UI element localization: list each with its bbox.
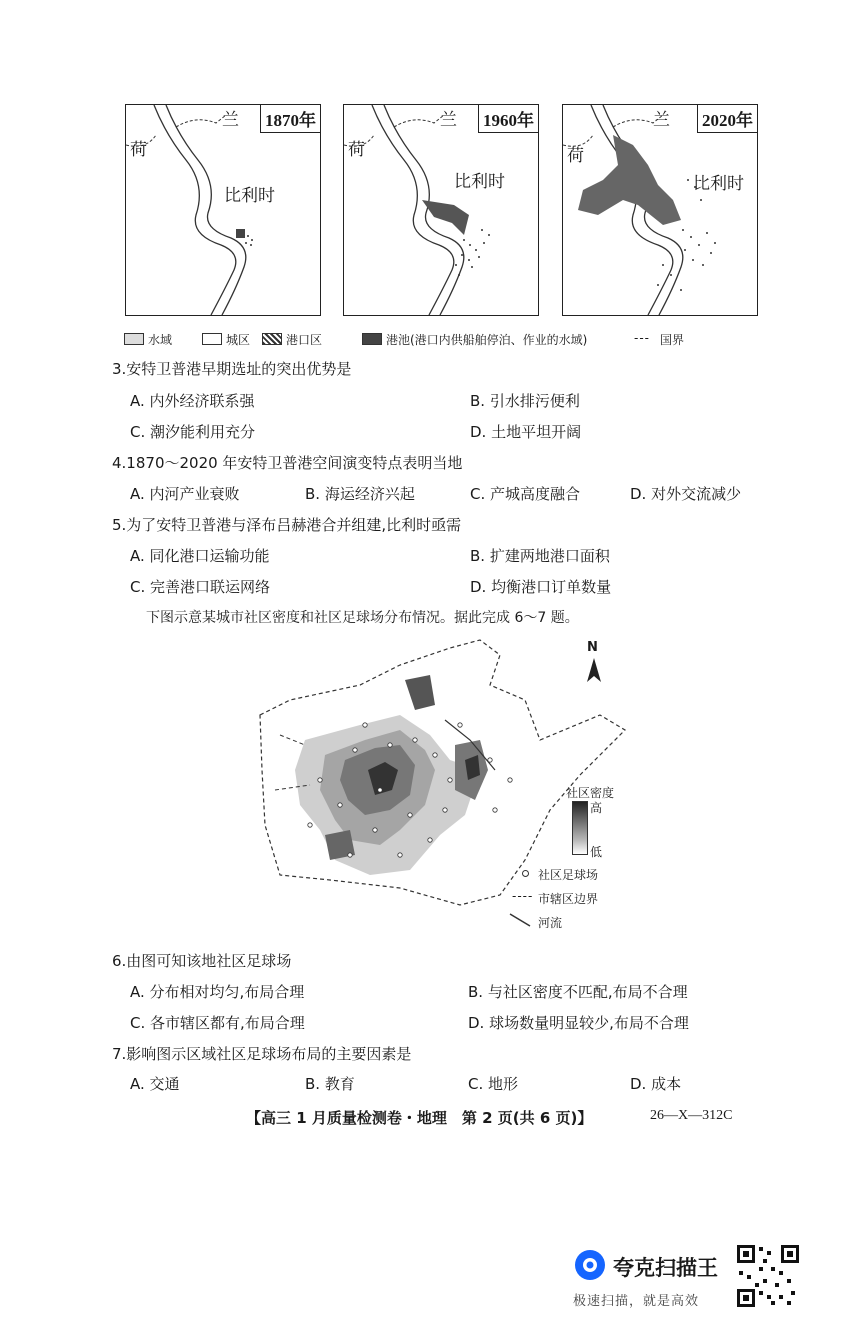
legend-admin-border: 市辖区边界 — [538, 892, 599, 906]
option: C. 地形 — [468, 1075, 519, 1093]
map-1870-svg — [126, 105, 320, 315]
map-panel-1960 — [343, 104, 539, 316]
option: C. 潮汐能利用充分 — [130, 423, 256, 441]
option: A. 内河产业衰败 — [130, 485, 240, 503]
option: C. 产城高度融合 — [470, 485, 581, 503]
label-netherlands: 荷 — [567, 146, 584, 166]
option: A. 交通 — [130, 1075, 180, 1093]
legend-port: 港口区 — [286, 333, 323, 347]
river-icon — [508, 910, 532, 928]
question-4: 4.1870～2020 年安特卫普港空间演变特点表明当地 — [112, 454, 463, 472]
option: B. 与社区密度不匹配,布局不合理 — [468, 983, 688, 1001]
option: B. 海运经济兴起 — [305, 485, 415, 503]
question-5: 5.为了安特卫普港与泽布吕赫港合并组建,比利时亟需 — [112, 516, 462, 534]
map-panel-1870 — [125, 104, 321, 316]
option: C. 各市辖区都有,布局合理 — [130, 1014, 305, 1032]
border-line-sample: --- — [634, 331, 650, 345]
density-title: 社区密度 — [566, 786, 615, 800]
quark-logo-icon — [573, 1248, 607, 1282]
map-2020-svg — [563, 105, 757, 315]
legend-basin: 港池(港口内供船舶停泊、作业的水域) — [386, 333, 588, 347]
water-swatch — [124, 333, 144, 345]
watermark-brand: 夸克扫描王 — [613, 1256, 718, 1280]
label-lan: 兰 — [440, 110, 457, 130]
label-lan: 兰 — [222, 110, 239, 130]
map-year: 2020年 — [697, 105, 757, 133]
option: A. 同化港口运输功能 — [130, 547, 270, 565]
option: D. 对外交流减少 — [630, 485, 742, 503]
option: B. 教育 — [305, 1075, 355, 1093]
label-belgium: 比利时 — [693, 174, 744, 194]
option: A. 分布相对均匀,布局合理 — [130, 983, 305, 1001]
legend-water: 水域 — [148, 333, 173, 347]
density-scale-bar — [572, 801, 588, 855]
exam-code: 26—X—312C — [650, 1108, 733, 1123]
label-netherlands: 荷 — [348, 140, 365, 160]
map-legend — [124, 330, 724, 348]
question-6: 6.由图可知该地社区足球场 — [112, 952, 292, 970]
urban-swatch — [202, 333, 222, 345]
question-3: 3.安特卫普港早期选址的突出优势是 — [112, 360, 352, 378]
figure-intro: 下图示意某城市社区密度和社区足球场分布情况。据此完成 6～7 题。 — [146, 610, 579, 626]
legend-field: 社区足球场 — [538, 868, 599, 882]
option: D. 土地平坦开阔 — [470, 423, 582, 441]
legend-urban: 城区 — [226, 333, 251, 347]
option: A. 内外经济联系强 — [130, 392, 255, 410]
label-lan: 兰 — [653, 110, 670, 130]
option: C. 完善港口联运网络 — [130, 578, 271, 596]
option: D. 成本 — [630, 1075, 682, 1093]
basin-swatch — [362, 333, 382, 345]
map-1960-svg — [344, 105, 538, 315]
option: D. 均衡港口订单数量 — [470, 578, 612, 596]
border-dash-icon: ---- — [512, 889, 534, 903]
north-arrow-icon — [584, 656, 604, 686]
field-dot-icon — [522, 870, 529, 877]
map-year: 1960年 — [478, 105, 538, 133]
density-high: 高 — [590, 801, 603, 815]
port-swatch — [262, 333, 282, 345]
map-panel-2020 — [562, 104, 758, 316]
label-netherlands: 荷 — [130, 140, 147, 160]
map-year: 1870年 — [260, 105, 320, 133]
question-7: 7.影响图示区域社区足球场布局的主要因素是 — [112, 1045, 412, 1063]
qr-code-icon — [735, 1243, 801, 1309]
option: D. 球场数量明显较少,布局不合理 — [468, 1014, 689, 1032]
legend-river: 河流 — [538, 916, 563, 930]
density-low: 低 — [590, 845, 603, 859]
option: B. 扩建两地港口面积 — [470, 547, 610, 565]
label-belgium: 比利时 — [224, 186, 275, 206]
watermark-slogan: 极速扫描，就是高效 — [573, 1294, 700, 1309]
legend-border: 国界 — [660, 333, 685, 347]
north-label: N — [587, 640, 598, 655]
label-belgium: 比利时 — [454, 172, 505, 192]
option: B. 引水排污便利 — [470, 392, 580, 410]
page-footer: 【高三 1 月质量检测卷・地理 第 2 页(共 6 页)】 — [246, 1109, 593, 1127]
